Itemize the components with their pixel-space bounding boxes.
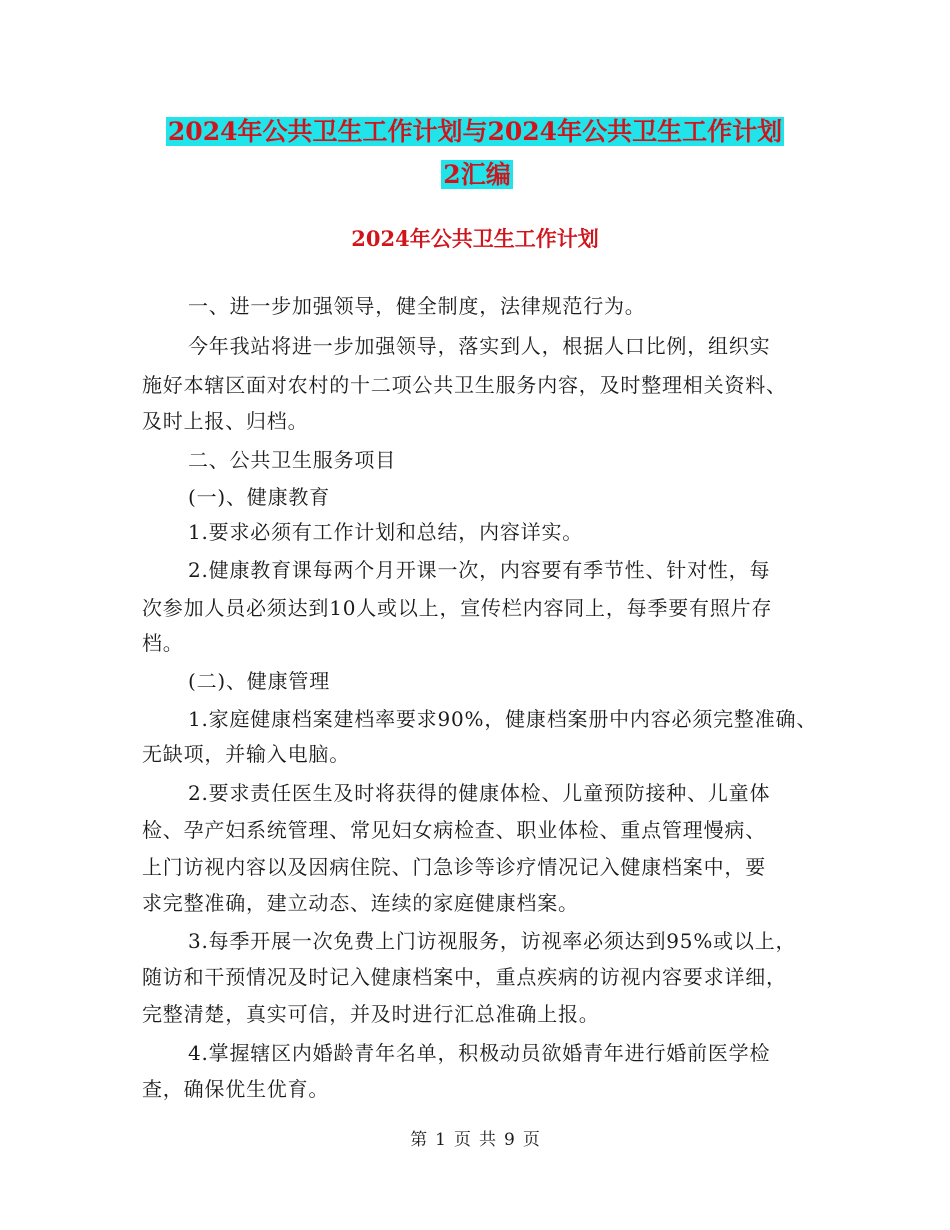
body-line: 一、进一步加强领导，健全制度，法律规范行为。 [188,294,646,318]
document-title-text-1: 2024年公共卫生工作计划与2024年公共卫生工作计划 [167,117,783,146]
body-line: 2.健康教育课每两个月开课一次，内容要有季节性、针对性，每 [188,558,771,582]
footer-suffix: 页 [522,1130,540,1150]
body-line: 1.要求必须有工作计划和总结，内容详实。 [188,520,584,544]
body-line: 3.每季开展一次免费上门访视服务，访视率必须达到95%或以上， [188,929,797,953]
body-line: 无缺项，并输入电脑。 [142,742,350,766]
footer-total-word: 共 [479,1130,496,1150]
page-footer [0,1128,950,1152]
body-line: 完整清楚，真实可信，并及时进行汇总准确上报。 [142,1002,600,1026]
body-line: (二)、健康管理 [188,669,331,693]
body-line: 随访和干预情况及时记入健康档案中，重点疾病的访视内容要求详细， [142,965,787,989]
document-title-text-2: 2汇编 [443,160,511,189]
body-line: (一)、健康教育 [188,485,331,509]
body-line: 及时上报、归档。 [142,409,309,433]
body-line: 查，确保优生优育。 [142,1077,330,1101]
body-line: 4.掌握辖区内婚龄青年名单，积极动员欲婚青年进行婚前医学检 [188,1041,771,1065]
body-line: 1.家庭健康档案建档率要求90%，健康档案册中内容必须完整准确、 [188,707,818,731]
footer-current-page: 1 [435,1130,446,1150]
footer-page-word: 页 [454,1130,471,1150]
body-line: 求完整准确，建立动态、连续的家庭健康档案。 [142,891,579,915]
body-line: 2.要求责任医生及时将获得的健康体检、儿童预防接种、儿童体 [188,781,771,805]
body-line: 检、孕产妇系统管理、常见妇女病检查、职业体检、重点管理慢病、 [142,818,766,842]
document-title-line-2 [2,155,950,195]
footer-prefix: 第 [410,1130,428,1150]
section-title: 2024年公共卫生工作计划 [351,226,599,251]
body-line: 二、公共卫生服务项目 [188,448,396,472]
document-title-line-1 [0,112,950,152]
body-line: 施好本辖区面对农村的十二项公共卫生服务内容，及时整理相关资料、 [142,373,787,397]
footer-total-pages: 9 [504,1130,515,1150]
body-line: 今年我站将进一步加强领导，落实到人，根据人口比例，组织实 [188,334,771,358]
body-line: 档。 [142,631,184,655]
body-line: 上门访视内容以及因病住院、门急诊等诊疗情况记入健康档案中，要 [142,855,766,879]
body-line: 次参加人员必须达到10人或以上，宣传栏内容同上，每季要有照片存 [142,596,773,620]
